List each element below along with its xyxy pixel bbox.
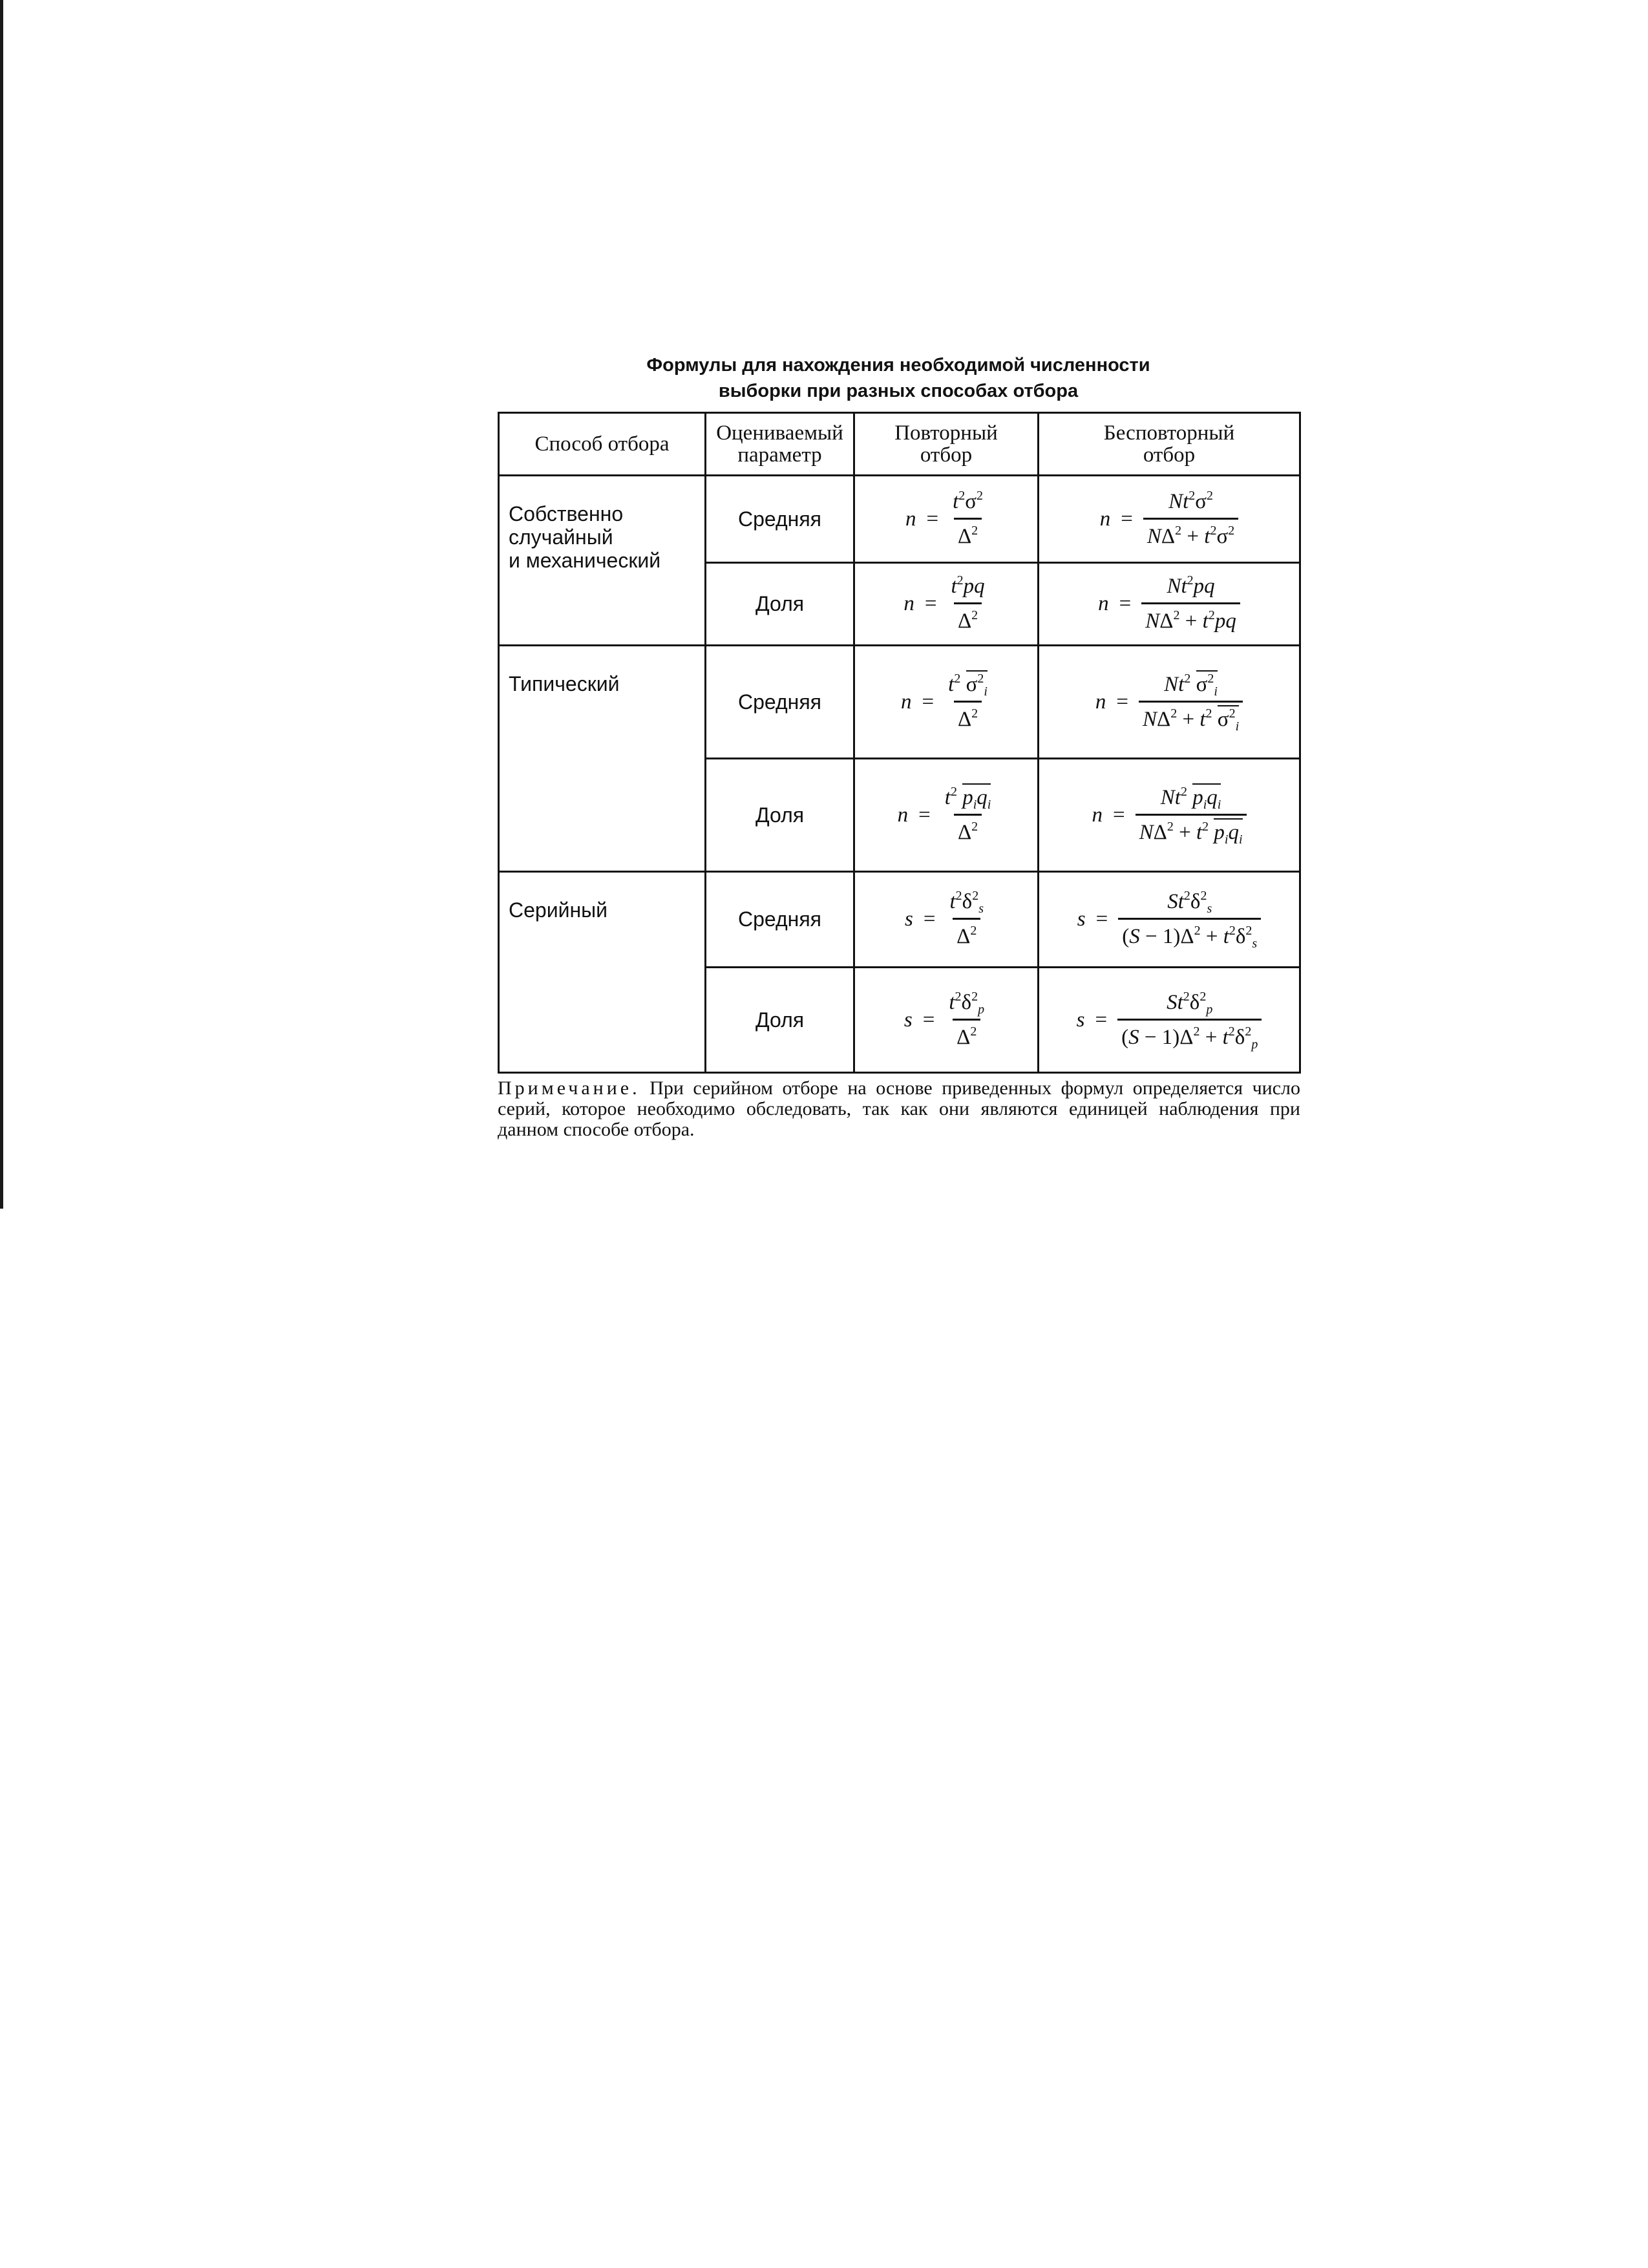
- formula-typical-share-repeat: n = $\frac{t^2 p_iq_i}{\Delta^2}$: [854, 759, 1039, 872]
- table-row: [499, 872, 1300, 968]
- param-share: Доля: [706, 968, 854, 1073]
- formula-typical-mean-repeat: n = $\frac{t^2 \sigma^2_i}{\Delta^2}$: [854, 646, 1039, 759]
- method-random-line-1: Собственно: [509, 502, 624, 525]
- formula-var: n: [897, 803, 909, 827]
- scan-page-edge: [0, 0, 3, 1209]
- formulas-table: [498, 412, 1301, 1074]
- param-mean: Средняя: [706, 476, 854, 563]
- formula-typical-share-norepeat: n = $\frac{Nt^2 p_iq_i}{N\Delta^2 + t^2 p_iq_i}$: [1039, 759, 1300, 872]
- formula-var: n: [905, 507, 916, 531]
- table-row: [499, 646, 1300, 759]
- formula-var: n: [1098, 592, 1109, 615]
- formula-random-mean-norepeat: n = $\frac{Nt^2\sigma^2}{N\Delta^2 + t^2\sigma^2}$: [1039, 476, 1300, 563]
- header-method-label: Способ отбора: [534, 432, 670, 456]
- param-mean: Средняя: [706, 646, 854, 759]
- formula-var: n: [901, 690, 912, 714]
- formula-var: n: [1092, 803, 1103, 827]
- header-param-line-1: Оцениваемый: [716, 421, 843, 445]
- formula-serial-mean-norepeat: s = $\frac{St^2\delta^2_s}{(S - 1)\Delta^2 + t^2\delta^2_s}$: [1039, 872, 1300, 968]
- formula-var: s: [903, 1008, 913, 1032]
- param-share: Доля: [706, 563, 854, 646]
- formula-serial-mean-repeat: s = $\frac{t^2\delta^2_s}{\Delta^2}$: [854, 872, 1039, 968]
- table-title: [498, 352, 1299, 404]
- param-share: Доля: [706, 759, 854, 872]
- header-param-line-2: параметр: [737, 443, 822, 467]
- method-typical-label: Типический: [509, 672, 620, 695]
- header-method: [499, 413, 706, 476]
- formula-var: s: [1076, 1008, 1085, 1032]
- formula-var: s: [1077, 907, 1086, 931]
- method-typical: [499, 646, 706, 872]
- param-mean: Средняя: [706, 872, 854, 968]
- table-title-line-1: Формулы для нахождения необходимой численности: [646, 355, 1150, 376]
- table-note: [498, 1078, 1300, 1140]
- method-serial-label: Серийный: [509, 898, 607, 922]
- formula-random-share-repeat: n = $\frac{t^2pq}{\Delta^2}$: [854, 563, 1039, 646]
- formula-random-mean-repeat: n = $\frac{t^2\sigma^2}{\Delta^2}$: [854, 476, 1039, 563]
- method-random: [499, 476, 706, 646]
- header-norepeat-line-1: Бесповторный: [1103, 421, 1235, 445]
- method-random-line-3: и механический: [509, 549, 661, 572]
- table-title-line-2: выборки при разных способах отбора: [718, 381, 1079, 401]
- header-repeat-line-1: Повторный: [894, 421, 998, 445]
- method-serial: [499, 872, 706, 1073]
- method-random-line-2: случайный: [509, 525, 613, 549]
- table-row: [499, 476, 1300, 563]
- formula-var: s: [905, 907, 913, 931]
- note-text: При серийном отборе на основе приведенных формул определяется число серий, которое необходимо обследовать, так как они являются единицей наблюдения при данном способе отбора.: [498, 1077, 1300, 1140]
- formula-var: n: [903, 592, 914, 615]
- formula-serial-share-norepeat: s = $\frac{St^2\delta^2_p}{(S - 1)\Delta^2 + t^2\delta^2_p}$: [1039, 968, 1300, 1073]
- formula-var: n: [1095, 690, 1106, 714]
- formula-random-share-norepeat: n = $\frac{Nt^2pq}{N\Delta^2 + t^2pq}$: [1039, 563, 1300, 646]
- note-label: Примечание.: [498, 1077, 640, 1099]
- header-norepeat: [1039, 413, 1300, 476]
- header-repeat-line-2: отбор: [920, 443, 973, 467]
- formula-var: n: [1099, 507, 1111, 531]
- header-param: [706, 413, 854, 476]
- header-repeat: [854, 413, 1039, 476]
- header-row: [499, 413, 1300, 476]
- header-norepeat-line-2: отбор: [1143, 443, 1196, 467]
- formula-serial-share-repeat: s = $\frac{t^2\delta^2_p}{\Delta^2}$: [854, 968, 1039, 1073]
- formula-typical-mean-norepeat: n = $\frac{Nt^2 \sigma^2_i}{N\Delta^2 + t^2 \sigma^2_i}$: [1039, 646, 1300, 759]
